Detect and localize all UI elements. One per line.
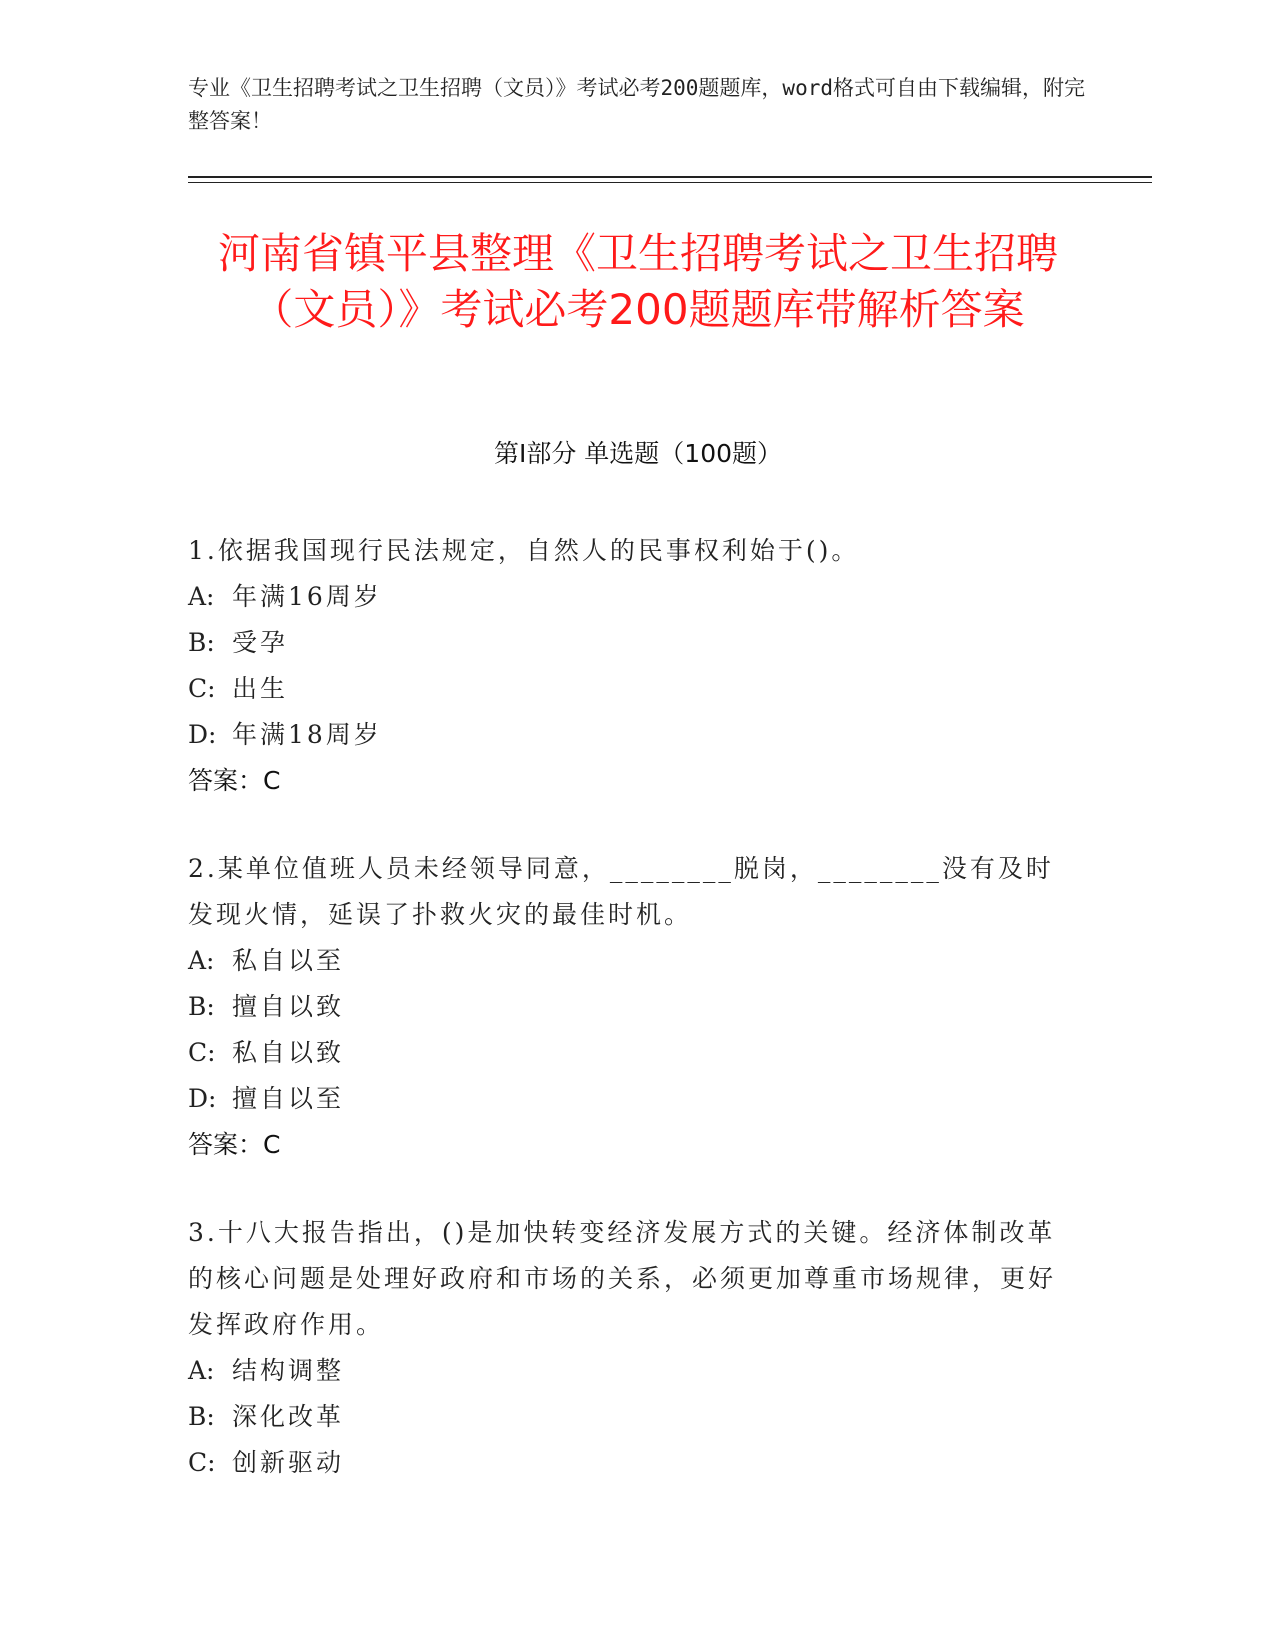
question-stem: 3.十八大报告指出，()是加快转变经济发展方式的关键。经济体制改革的核心问题是处理好政府和市场的关系，必须更加尊重市场规律，更好发挥政府作用。	[188, 1218, 1057, 1339]
question-list	[188, 528, 1068, 1528]
question-1	[188, 528, 1068, 804]
option-text: 私自以致	[232, 1038, 345, 1067]
option-text: 擅自以至	[232, 1084, 345, 1113]
option-text: 创新驱动	[232, 1448, 345, 1477]
option-d	[188, 1076, 1068, 1122]
option-key: D:	[188, 1084, 217, 1113]
option-c	[188, 1440, 1068, 1486]
header-divider-thick	[188, 176, 1152, 178]
option-key: C:	[188, 674, 216, 703]
option-c	[188, 666, 1068, 712]
answer-line: 答案：C	[188, 1130, 281, 1159]
question-3	[188, 1210, 1068, 1486]
option-text: 年满18周岁	[232, 720, 382, 749]
option-b	[188, 984, 1068, 1030]
option-b	[188, 1394, 1068, 1440]
document-title: 河南省镇平县整理《卫生招聘考试之卫生招聘（文员）》考试必考200题题库带解析答案	[217, 229, 1058, 334]
option-b	[188, 620, 1068, 666]
option-a	[188, 574, 1068, 620]
option-text: 擅自以致	[232, 992, 345, 1021]
option-a	[188, 1348, 1068, 1394]
section-title: 第Ⅰ部分 单选题（100题）	[493, 439, 783, 468]
option-text: 结构调整	[232, 1356, 345, 1385]
question-2	[188, 846, 1068, 1168]
option-text: 深化改革	[232, 1402, 345, 1431]
option-key: B:	[188, 628, 215, 657]
option-a	[188, 938, 1068, 984]
option-d	[188, 712, 1068, 758]
option-text: 年满16周岁	[232, 582, 382, 611]
option-text: 受孕	[232, 628, 289, 657]
header-note: 专业《卫生招聘考试之卫生招聘（文员）》考试必考200题题库，word格式可自由下载编辑，附完整答案！	[188, 76, 1085, 133]
option-text: 私自以至	[232, 946, 345, 975]
option-text: 出生	[232, 674, 289, 703]
option-key: A:	[188, 1356, 215, 1385]
answer-line: 答案：C	[188, 766, 281, 795]
option-key: A:	[188, 582, 215, 611]
option-key: B:	[188, 992, 215, 1021]
option-key: C:	[188, 1038, 216, 1067]
question-stem: 2.某单位值班人员未经领导同意，________脱岗，________没有及时发现火情，延误了扑救火灾的最佳时机。	[188, 854, 1054, 929]
option-key: B:	[188, 1402, 215, 1431]
option-key: C:	[188, 1448, 216, 1477]
question-stem: 1.依据我国现行民法规定，自然人的民事权利始于()。	[188, 536, 860, 565]
option-key: D:	[188, 720, 217, 749]
option-c	[188, 1030, 1068, 1076]
option-key: A:	[188, 946, 215, 975]
header-divider-thin	[188, 182, 1152, 183]
